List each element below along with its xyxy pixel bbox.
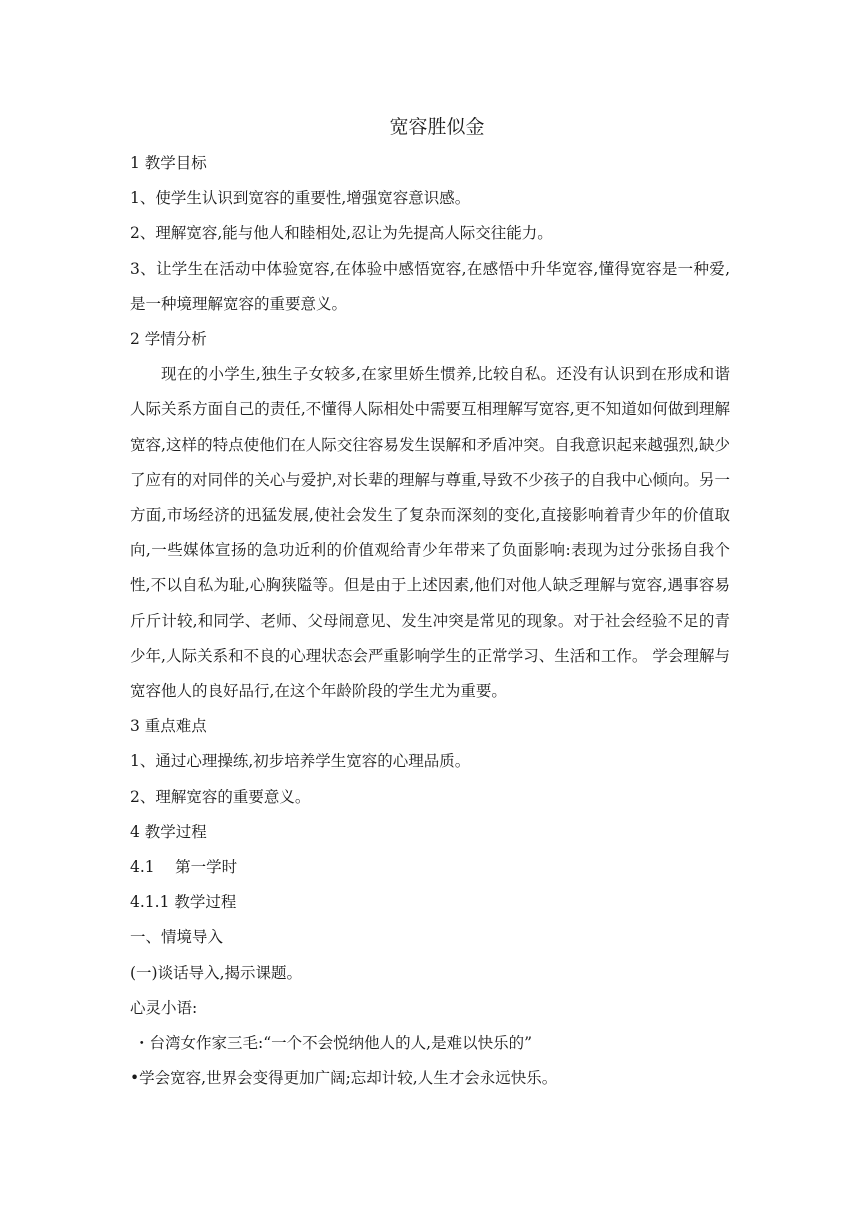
key-point-item-2: 2、理解宽容的重要意义。 — [130, 787, 311, 806]
subsection-heading-first-lesson: 4.1 第一学时 — [130, 858, 238, 877]
analysis-paragraph: 现在的小学生,独生子女较多,在家里娇生惯养,比较自私。还没有认识到在形成和谐人际关系方面自己的责任,不懂得人际相处中需要互相理解写宽容,更不知道如何做到理解宽容,这样的特点使他们在人际交往容易发生误解和矛盾冲突。自我意识起来越强烈,缺少了应有的对同伴的关心与爱护,对长辈的理解与尊重,导致不少孩子的自我中心倾向。另一方面,市场经济的迅猛发展,使社会发生了复杂而深刻的变化,直接影响着青少年的价值取向,一些媒体宣扬的急功近利的价值观给青少年带来了负面影响:表现为过分张扬自我个性,不以自私为耻,心胸狭隘等。但是由于上述因素,他们对他人缺乏理解与宽容,遇事容易斤斤计较,和同学、老师、父母闹意见、发生冲突是常见的现象。对于社会经验不足的青少年,人际关系和不良的心理状态会严重影响学生的正常学习、生活和工作。 学会理解与宽容他人的良好品行,在这个年龄阶段的学生尤为重要。 — [130, 365, 730, 701]
key-point-item-1: 1、通过心理操练,初步培养学生宽容的心理品质。 — [130, 752, 471, 771]
section-heading-analysis: 2 学情分析 — [130, 330, 207, 349]
section-heading-process: 4 教学过程 — [130, 822, 207, 841]
objective-item-2: 2、理解宽容,能与他人和睦相处,忍让为先提高人际交往能力。 — [130, 224, 553, 243]
quote-item-2: •学会宽容,世界会变得更加广阔;忘却计较,人生才会永远快乐。 — [130, 1069, 558, 1088]
section-heading-objectives: 1 教学目标 — [130, 154, 207, 172]
document-page — [130, 112, 730, 1096]
section-heading-key-points: 3 重点难点 — [130, 717, 207, 736]
heart-words-label: 心灵小语: — [130, 998, 198, 1017]
document-title: 宽容胜似金 — [389, 116, 485, 138]
objective-item-1: 1、使学生认识到宽容的重要性,增强宽容意识感。 — [130, 189, 471, 208]
subsection-heading-process: 4.1.1 教学过程 — [130, 893, 237, 912]
part-subheading-talk: (一)谈话导入,揭示课题。 — [130, 963, 303, 982]
part-heading-intro: 一、情境导入 — [130, 928, 224, 947]
quote-item-1: ・台湾女作家三毛:“一个不会悦纳他人的人,是难以快乐的” — [134, 1034, 532, 1053]
objective-item-3: 3、让学生在活动中体验宽容,在体验中感悟宽容,在感悟中升华宽容,懂得宽容是一种爱,是一种境理解宽容的重要意义。 — [130, 259, 730, 313]
